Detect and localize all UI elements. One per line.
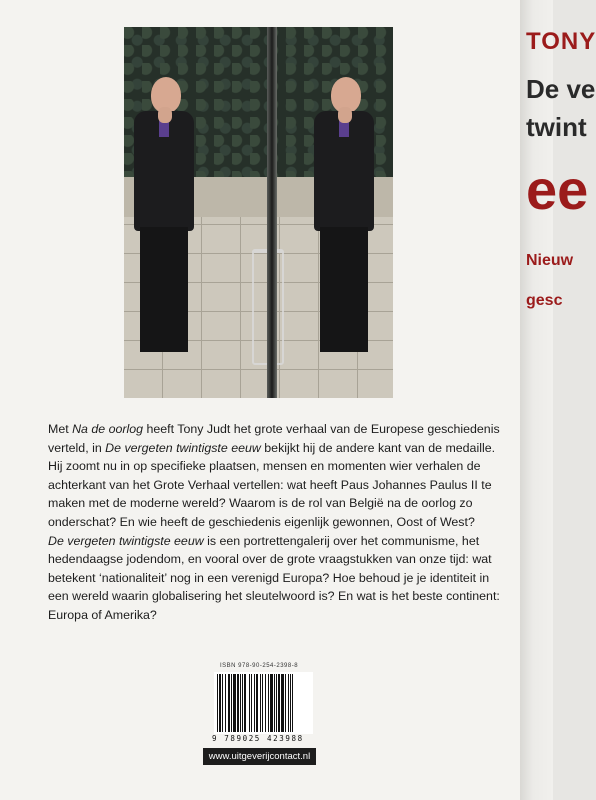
cover-subtitle-line: Nieuw [526,252,574,269]
isbn-number: 9 789025 423988 [212,734,304,743]
cover-author: TONY [526,28,596,55]
cover-subtitle-line: gesc [526,292,563,309]
cover-title-line: De ve [526,74,596,104]
isbn-label: ISBN 978-90-254-2398-8 [220,663,299,669]
cover-title-line: ee [526,158,589,221]
publisher-url[interactable]: www.uitgeverijcontact.nl [203,748,316,765]
blurb-text: Met Na de oorlog heeft Tony Judt het grote verhaal van de Europese geschiedenis verteld, in De vergeten twintigste eeuw bekijkt hij de andere kant van de medaille. Hij zoomt nu in op specifieke plaatsen, mensen en momenten wier verhalen de achterkant van het Grote Verhaal vertellen: wat heeft Paus Johannes Paulus II te maken met de moderne wereld? Waarom is de rol van België na de oorlog zo onderschat? En wie heeft de geschiedenis eigenlijk gewonnen, Oost of West? De vergeten twintigste eeuw is een portrettengalerij over het communisme, het hedendaagse jodendom, en vooral over de grote vraagstukken van onze tijd: wat betekent ‘nationaliteit’ nog in een verenigd Europa? Hoe behoud je je identiteit in een wereld waarin globalisering het sleutelwoord is? En wat is het beste continent: Europa of Amerika? [48,422,500,622]
photo-mirror-edge [267,27,277,398]
barcode-bar [292,674,293,732]
front-cover-edge [520,0,596,800]
barcode [214,672,313,734]
book-title-ref: De vergeten twintigste eeuw [105,440,261,455]
cover-title-line: twint [526,112,587,142]
book-title-ref: De vergeten twintigste eeuw [48,533,204,548]
author-photo [124,27,393,398]
book-title-ref: Na de oorlog [72,422,144,436]
